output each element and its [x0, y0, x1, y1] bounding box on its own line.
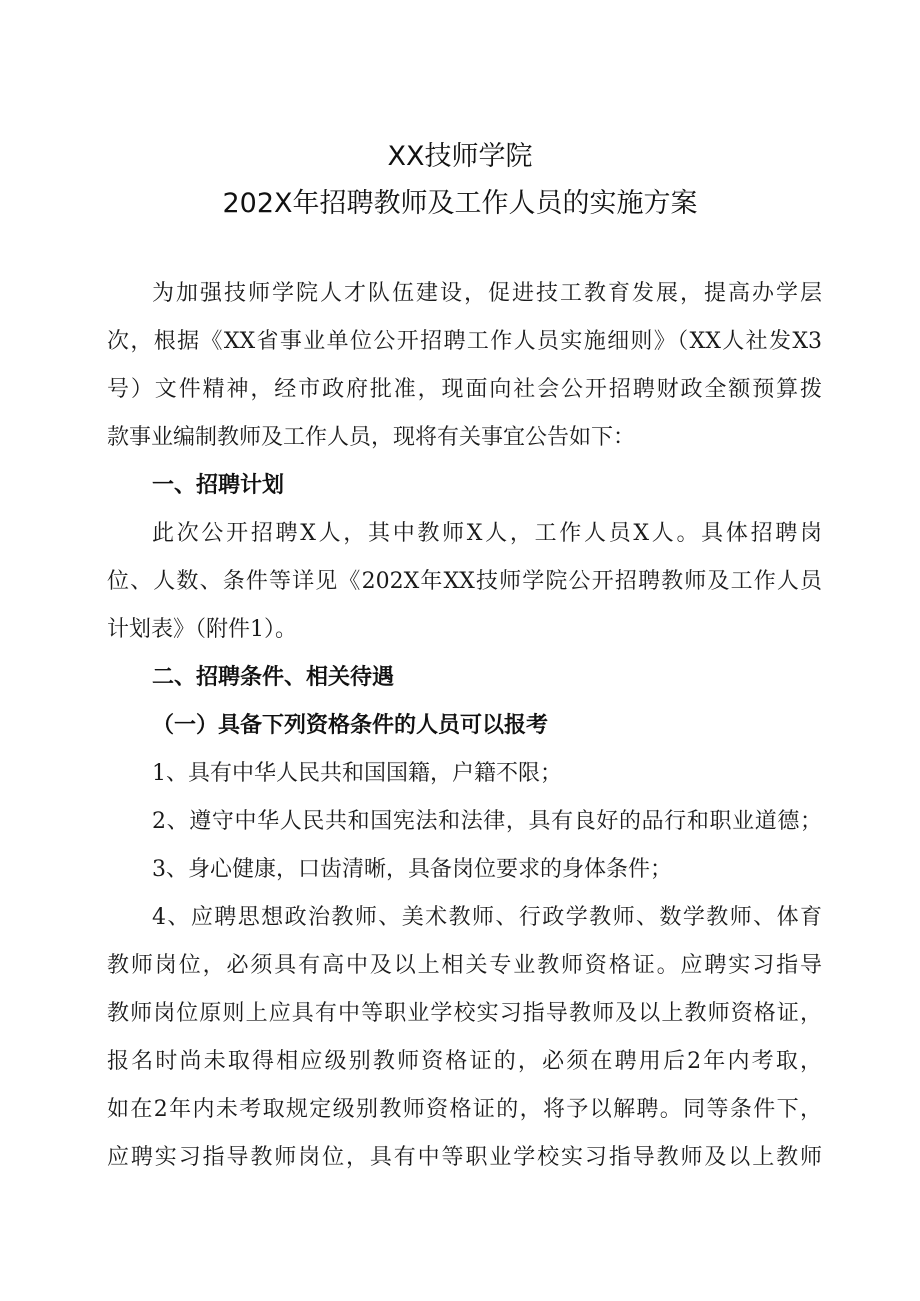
- condition-item: 3、身心健康，口齿清晰，具备岗位要求的身体条件；: [152, 857, 672, 882]
- condition-item-4-line: 如在2年内未考取规定级别教师资格证的，将予以解聘。同等条件下，: [107, 1097, 822, 1122]
- document-title-line2: 202X年招聘教师及工作人员的实施方案: [222, 188, 698, 219]
- subsection1-heading: （一）具备下列资格条件的人员可以报考: [152, 713, 549, 738]
- condition-item-4-line: 教师岗位原则上应具有中等职业学校实习指导教师及以上教师资格证，: [107, 1001, 822, 1026]
- section1-line: 位、人数、条件等详见《202X年XX技师学院公开招聘教师及工作人员: [107, 569, 822, 594]
- condition-item-4-line: 4、应聘思想政治教师、美术教师、行政学教师、数学教师、体育: [152, 905, 822, 930]
- condition-item-4-line: 应聘实习指导教师岗位，具有中等职业学校实习指导教师及以上教师: [107, 1145, 822, 1170]
- condition-item-4-line: 教师岗位，必须具有高中及以上相关专业教师资格证。应聘实习指导: [107, 953, 822, 978]
- section1-heading: 一、招聘计划: [152, 473, 285, 498]
- document-title-line1: XX技师学院: [387, 141, 533, 172]
- section1-line: 计划表》（附件1）。: [107, 617, 297, 642]
- condition-item: 1、具有中华人民共和国国籍，户籍不限；: [152, 761, 562, 786]
- section1-line: 此次公开招聘X人，其中教师X人，工作人员X人。具体招聘岗: [152, 521, 822, 546]
- section2-heading: 二、招聘条件、相关待遇: [152, 665, 395, 690]
- intro-line: 次，根据《XX省事业单位公开招聘工作人员实施细则》（XX人社发X3: [107, 329, 822, 354]
- condition-item: 2、遵守中华人民共和国宪法和法律，具有良好的品行和职业道德；: [152, 809, 822, 834]
- intro-line: 为加强技师学院人才队伍建设，促进技工教育发展，提高办学层: [152, 281, 822, 306]
- intro-line: 款事业编制教师及工作人员，现将有关事宜公告如下：: [107, 425, 636, 450]
- condition-item-4-line: 报名时尚未取得相应级别教师资格证的，必须在聘用后2年内考取，: [107, 1049, 822, 1074]
- intro-line: 号）文件精神，经市政府批准，现面向社会公开招聘财政全额预算拨: [107, 377, 822, 402]
